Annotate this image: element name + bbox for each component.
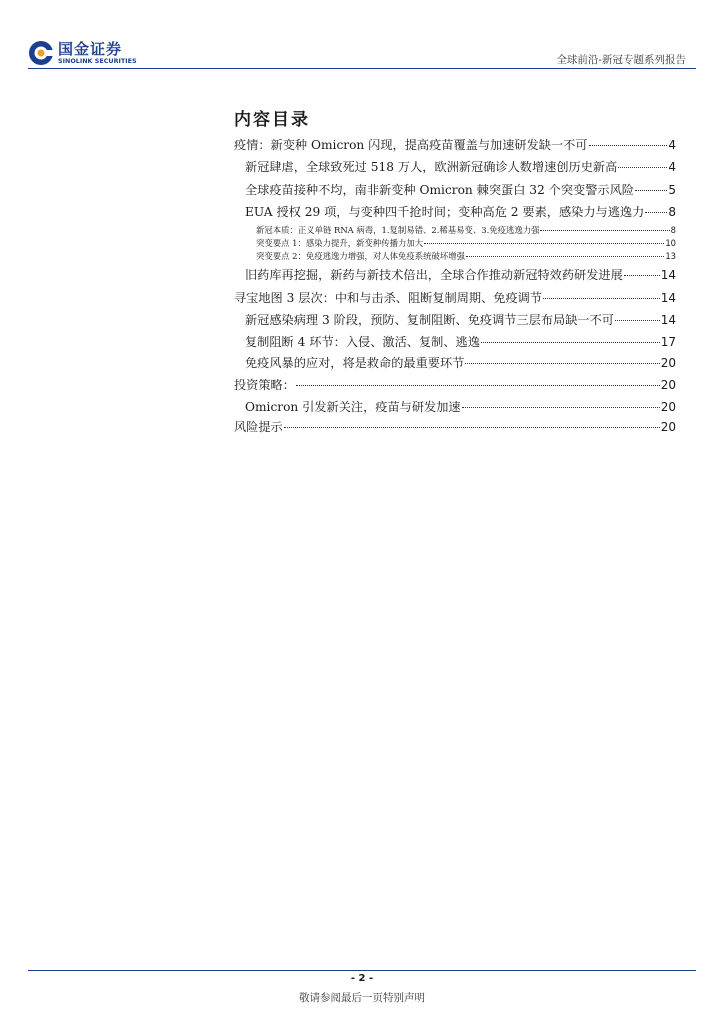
toc-entry-page: 4 [668,138,676,152]
toc-entry-page: 8 [670,225,676,235]
toc-entry[interactable] [234,333,676,350]
company-logo [28,40,137,66]
toc-entry-page: 13 [665,251,676,261]
toc-entry-title: EUA 授权 29 项，与变种四千抢时间；变种高危 2 要素，感染力与逃逸力 [245,205,645,219]
toc-entry[interactable] [234,354,676,371]
toc-leader-dots [624,275,660,276]
toc-leader-dots [540,230,669,231]
logo-chinese-name: 国金证券 [58,40,123,58]
toc-leader-dots [589,145,668,146]
logo-english-name: SINOLINK SECURITIES [58,57,137,65]
toc-entry[interactable] [234,376,676,393]
toc-entry-title: 新冠肆虐，全球致死过 518 万人，欧洲新冠确诊人数增速创历史新高 [245,160,618,174]
toc-entry-title: 旧药库再挖掘，新药与新技术倍出，全球合作推动新冠特效药研发进展 [245,268,623,282]
toc-entry-title: 复制阻断 4 环节：入侵、激活、复制、逃逸 [245,335,480,349]
toc-leader-dots [296,385,660,386]
toc-entry[interactable] [234,250,676,262]
toc-entry[interactable] [234,224,676,236]
toc-leader-dots [462,407,660,408]
page-number: - 2 - [350,973,374,984]
toc-entry[interactable] [234,418,676,435]
toc-entry[interactable] [234,289,676,306]
toc-entry[interactable] [234,237,676,249]
toc-entry-title: 新冠本质：正义单链 RNA 病毒，1.复制易错、2.稀基易变、3.免疫逃逸力强 [256,225,540,235]
toc-entry-title: 全球疫苗接种不均，南非新变种 Omicron 棘突蛋白 32 个突变警示风险 [245,183,634,197]
report-series-title: 全球前沿-新冠专题系列报告 [556,54,686,66]
toc-leader-dots [284,427,660,428]
toc-entry-title: 突变要点 1：感染力提升，新变种传播力加大 [256,238,424,248]
toc-leader-dots [466,256,664,257]
toc-entry[interactable] [234,398,676,415]
footer-divider [28,970,696,971]
logo-mark-icon [28,40,54,66]
toc-leader-dots [424,243,664,244]
toc-entry-page: 20 [660,420,676,434]
toc-heading: 内容目录 [234,110,310,130]
toc-entry-title: 寻宝地图 3 层次：中和与击杀、阻断复制周期、免疫调节 [234,291,543,305]
toc-entry-title: 突变要点 2：免疫逃逸力增强，对人体免疫系统破坏增强 [256,251,465,261]
toc-leader-dots [481,342,660,343]
toc-leader-dots [635,190,667,191]
toc-entry-page: 17 [660,335,676,349]
toc-entry-title: 新冠感染病理 3 阶段，预防、复制阻断、免疫调节三层布局缺一不可 [245,313,614,327]
toc-entry-page: 5 [668,183,676,197]
toc-leader-dots [615,320,660,321]
toc-entry[interactable] [234,203,676,220]
toc-entry-title: 免疫风暴的应对，将是救命的最重要环节 [245,356,465,370]
page-header [0,0,724,76]
toc-entry-page: 20 [660,400,676,414]
toc-entry[interactable] [234,266,676,283]
toc-entry-page: 20 [660,356,676,370]
toc-leader-dots [645,212,667,213]
toc-entry[interactable] [234,311,676,328]
toc-entry[interactable] [234,158,676,175]
header-divider [28,68,696,69]
toc-entry[interactable] [234,136,676,153]
toc-entry-page: 14 [660,268,676,282]
toc-entry[interactable] [234,181,676,198]
toc-entry-title: 风险提示 [234,420,283,434]
toc-leader-dots [543,298,660,299]
toc-entry-page: 14 [660,291,676,305]
toc-entry-title: 疫情：新变种 Omicron 闪现，提高疫苗覆盖与加速研发缺一不可 [234,138,588,152]
toc-entry-page: 20 [660,378,676,392]
toc-entry-page: 14 [660,313,676,327]
toc-entry-page: 4 [668,160,676,174]
disclaimer-note: 敬请参阅最后一页特别声明 [299,992,425,1004]
toc-entry-title: Omicron 引发新关注，疫苗与研发加速 [245,400,461,414]
toc-leader-dots [465,363,659,364]
toc-entry-page: 8 [668,205,676,219]
toc-entry-page: 10 [665,238,676,248]
toc-leader-dots [618,167,667,168]
toc-entry-title: 投资策略： [234,378,295,392]
